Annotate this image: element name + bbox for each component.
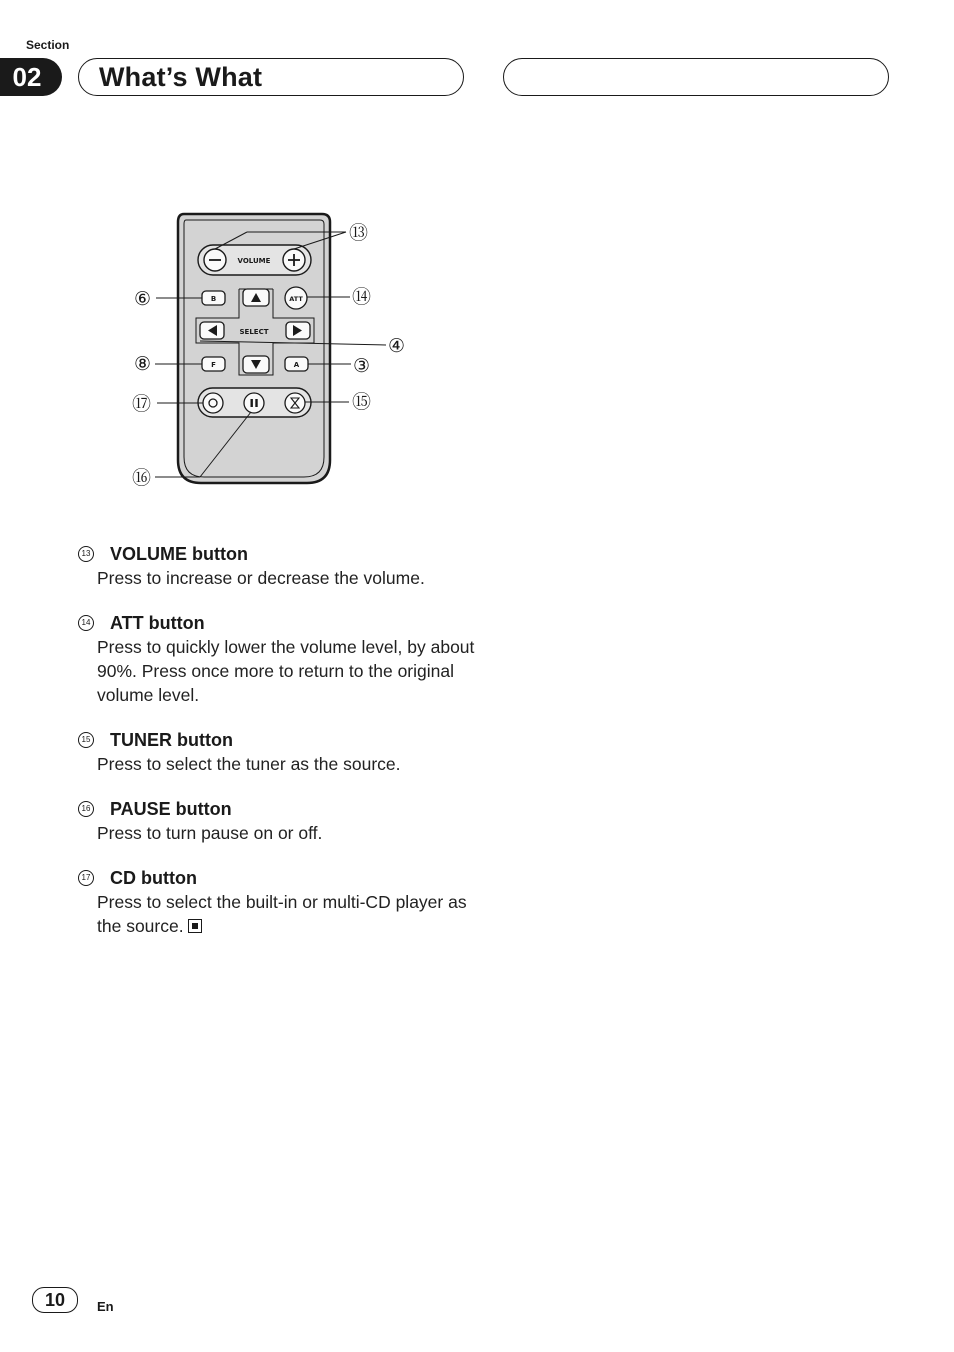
page-title: What’s What: [99, 62, 263, 92]
empty-header-pill: [503, 58, 889, 96]
button-descriptions: [78, 542, 478, 959]
callout-15: ⑮: [352, 391, 372, 413]
callout-3: ③: [353, 355, 371, 377]
entry-body: Press to quickly lower the volume level, by about 90%. Press once more to return to the original volume level.: [97, 637, 475, 705]
callout-8: ⑧: [134, 353, 152, 375]
entry-title: CD button: [110, 868, 197, 888]
remote-control-diagram: [120, 205, 420, 495]
entry-body: Press to select the built-in or multi-CD player as the source.: [97, 892, 467, 936]
callout-14: ⑭: [352, 286, 372, 308]
section-number-badge: 02: [0, 58, 62, 96]
page-number: 10: [32, 1287, 78, 1313]
f-label: F: [211, 361, 216, 369]
callout-6: ⑥: [134, 288, 152, 310]
entry-title: PAUSE button: [110, 799, 232, 819]
entry-title: VOLUME button: [110, 544, 248, 564]
entry-title: ATT button: [110, 613, 205, 633]
entry-number: 16: [78, 801, 94, 817]
volume-label: VOLUME: [237, 257, 271, 265]
select-label: SELECT: [239, 328, 269, 336]
callout-13: ⑬: [349, 222, 369, 244]
entry-number: 13: [78, 546, 94, 562]
att-label: ATT: [289, 295, 303, 303]
entry-cd: [78, 866, 478, 938]
entry-body: Press to select the tuner as the source.: [97, 754, 401, 774]
b-label: B: [210, 295, 217, 303]
language-code: En: [97, 1299, 114, 1314]
entry-att: [78, 611, 478, 707]
entry-body: Press to increase or decrease the volume.: [97, 568, 425, 588]
entry-title: TUNER button: [110, 730, 233, 750]
callout-16: ⑯: [132, 467, 152, 489]
entry-number: 14: [78, 615, 94, 631]
entry-pause: [78, 797, 478, 845]
end-of-section-icon: [188, 919, 202, 933]
callout-4: ④: [388, 335, 406, 357]
title-pill: [78, 58, 464, 96]
entry-body: Press to turn pause on or off.: [97, 823, 323, 843]
pause-button[interactable]: [244, 393, 264, 413]
entry-number: 15: [78, 732, 94, 748]
entry-volume: [78, 542, 478, 590]
section-label: Section: [26, 38, 70, 52]
callout-17: ⑰: [132, 393, 152, 415]
a-label: A: [293, 361, 300, 369]
entry-tuner: [78, 728, 478, 776]
entry-number: 17: [78, 870, 94, 886]
cd-button[interactable]: [203, 393, 223, 413]
